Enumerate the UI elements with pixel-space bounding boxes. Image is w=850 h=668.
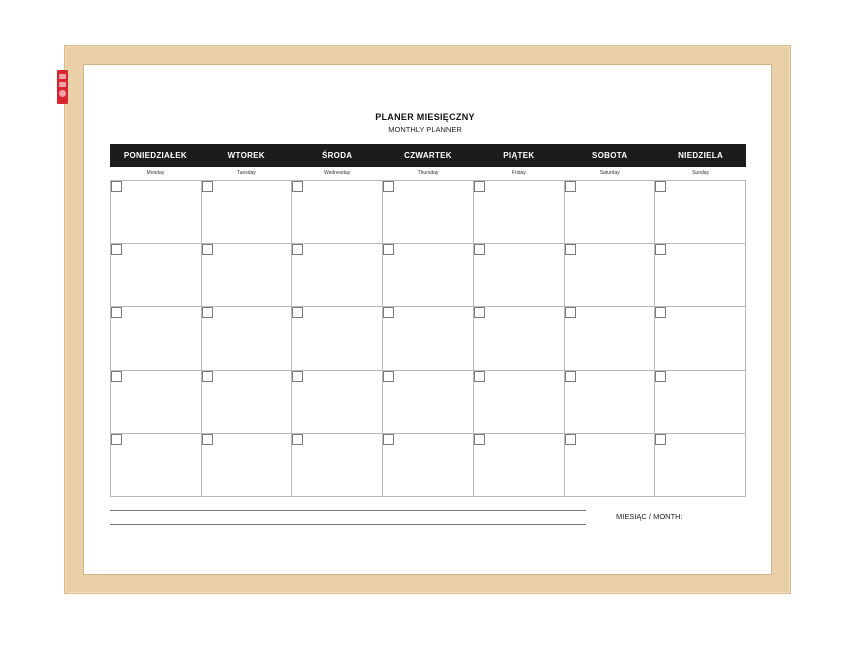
- weekday-header: PONIEDZIAŁEK: [123, 151, 188, 160]
- notes-line: [110, 524, 586, 525]
- weekday-english: Saturday: [599, 170, 620, 176]
- day-cell: [111, 371, 202, 434]
- month-label: MIESIĄC / MONTH:: [616, 512, 683, 521]
- date-box: [111, 434, 122, 445]
- day-cell: [565, 244, 656, 307]
- day-cell: [383, 244, 474, 307]
- day-cell: [202, 244, 293, 307]
- date-box: [383, 244, 394, 255]
- date-box: [474, 181, 485, 192]
- day-cell: [292, 434, 383, 497]
- date-box: [655, 307, 666, 318]
- calendar-grid: [110, 180, 746, 497]
- weekday-header: SOBOTA: [592, 151, 628, 160]
- weekday-english-row: [110, 168, 746, 178]
- day-cell: [292, 307, 383, 370]
- date-box: [292, 371, 303, 382]
- date-box: [474, 244, 485, 255]
- day-cell: [383, 307, 474, 370]
- weekday-header: WTOREK: [227, 151, 265, 160]
- weekday-english: Sunday: [692, 170, 710, 176]
- date-box: [565, 434, 576, 445]
- day-cell: [111, 181, 202, 244]
- day-cell: [383, 181, 474, 244]
- day-cell: [202, 371, 293, 434]
- day-cell: [292, 371, 383, 434]
- brand-tag-mark: [59, 74, 66, 79]
- day-cell: [383, 434, 474, 497]
- brand-tag: [57, 70, 68, 104]
- date-box: [383, 434, 394, 445]
- weekday-english: Friday: [511, 170, 526, 176]
- brand-tag-logo-icon: [59, 90, 66, 97]
- date-box: [111, 181, 122, 192]
- date-box: [655, 434, 666, 445]
- weekday-header: ŚRODA: [321, 151, 353, 160]
- day-cell: [565, 434, 656, 497]
- day-cell: [202, 307, 293, 370]
- date-box: [565, 181, 576, 192]
- weekday-header-bar: [110, 144, 746, 167]
- date-box: [655, 181, 666, 192]
- date-box: [292, 244, 303, 255]
- date-box: [565, 307, 576, 318]
- date-box: [292, 181, 303, 192]
- day-cell: [474, 307, 565, 370]
- day-cell: [655, 181, 746, 244]
- date-box: [111, 371, 122, 382]
- weekday-header: NIEDZIELA: [678, 151, 724, 160]
- date-box: [202, 181, 213, 192]
- day-cell: [474, 371, 565, 434]
- weekday-english: Wednesday: [323, 170, 351, 176]
- day-cell: [565, 181, 656, 244]
- date-box: [202, 371, 213, 382]
- day-cell: [202, 434, 293, 497]
- day-cell: [655, 244, 746, 307]
- date-box: [292, 434, 303, 445]
- date-box: [655, 371, 666, 382]
- date-box: [383, 371, 394, 382]
- date-box: [202, 307, 213, 318]
- date-box: [474, 434, 485, 445]
- date-box: [565, 244, 576, 255]
- day-cell: [474, 434, 565, 497]
- day-cell: [111, 244, 202, 307]
- day-cell: [655, 434, 746, 497]
- date-box: [111, 307, 122, 318]
- date-box: [202, 434, 213, 445]
- date-box: [292, 307, 303, 318]
- notes-line: [110, 510, 586, 511]
- day-cell: [292, 244, 383, 307]
- date-box: [565, 371, 576, 382]
- day-cell: [383, 371, 474, 434]
- day-cell: [111, 307, 202, 370]
- day-cell: [655, 371, 746, 434]
- day-cell: [655, 307, 746, 370]
- date-box: [474, 307, 485, 318]
- weekday-header: PIĄTEK: [503, 151, 535, 160]
- brand-tag-mark: [59, 82, 66, 87]
- day-cell: [292, 181, 383, 244]
- planner-subtitle: MONTHLY PLANNER: [388, 125, 462, 134]
- day-cell: [565, 371, 656, 434]
- weekday-header: CZWARTEK: [404, 151, 452, 160]
- date-box: [474, 371, 485, 382]
- day-cell: [474, 181, 565, 244]
- date-box: [655, 244, 666, 255]
- day-cell: [111, 434, 202, 497]
- day-cell: [202, 181, 293, 244]
- date-box: [383, 181, 394, 192]
- weekday-english: Monday: [146, 170, 165, 176]
- weekday-english: Thursday: [417, 170, 439, 176]
- weekday-english: Tuesday: [236, 170, 256, 176]
- planner-title: PLANER MIESIĘCZNY: [375, 112, 475, 122]
- day-cell: [565, 307, 656, 370]
- date-box: [202, 244, 213, 255]
- date-box: [383, 307, 394, 318]
- day-cell: [474, 244, 565, 307]
- date-box: [111, 244, 122, 255]
